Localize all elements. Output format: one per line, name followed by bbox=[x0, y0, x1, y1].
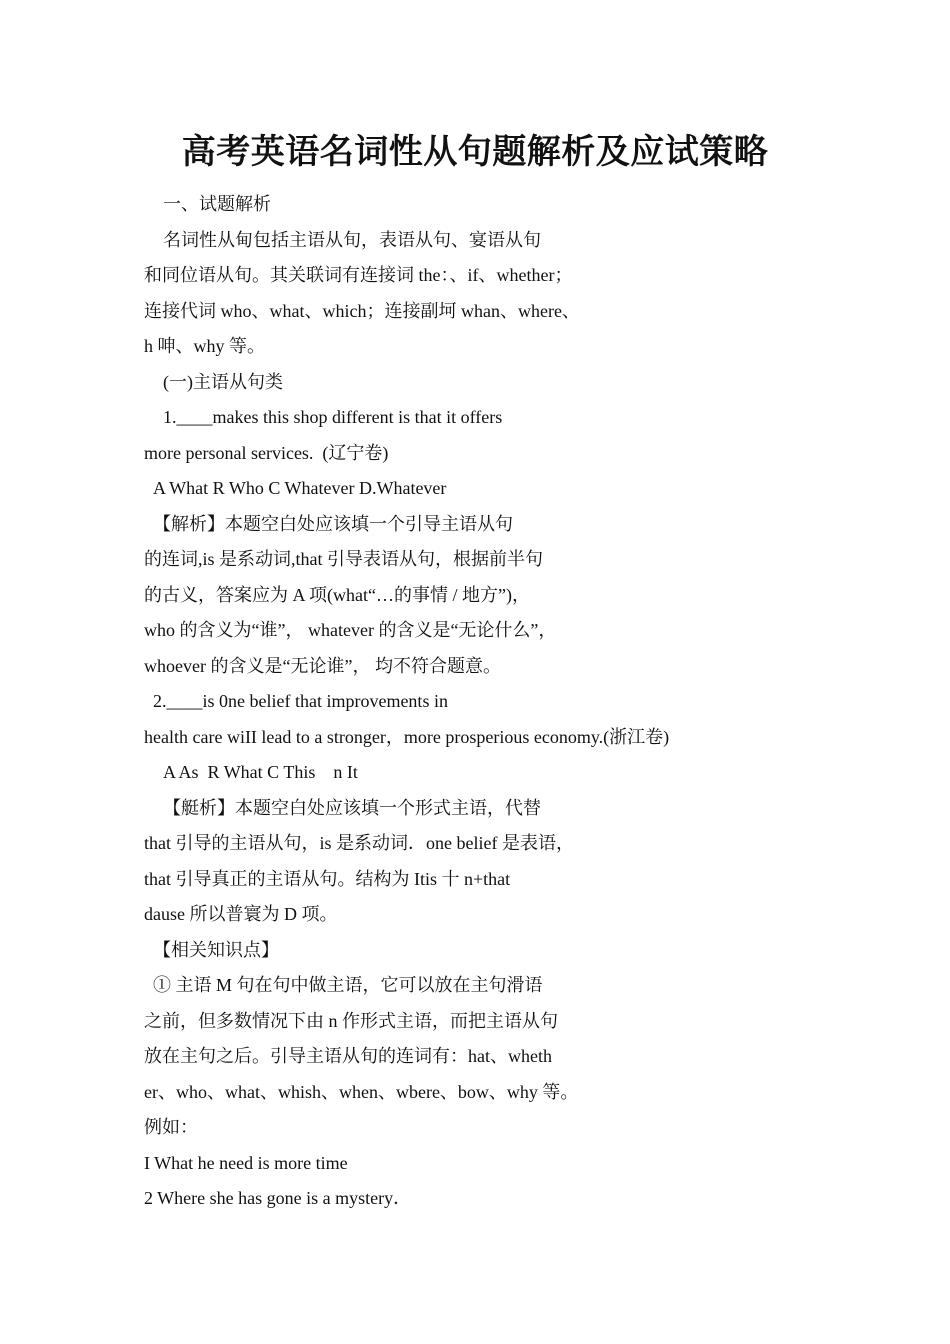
document-title: 高考英语名词性从句题解析及应试策略 bbox=[181, 134, 769, 171]
document-body bbox=[144, 189, 924, 1219]
body-line: 和同位语从旬。其关联词有连接词 the：、if、whether； bbox=[144, 265, 573, 285]
body-line: 名词性从甸包括主语从旬，表语从句、宴语从旬 bbox=[163, 229, 541, 250]
body-line: 之前，但多数情况下由 n 作形式主语，而把主语从句 bbox=[144, 1010, 558, 1031]
body-line: 【艇析】本题空白处应该填一个形式主语，代替 bbox=[163, 797, 541, 818]
body-line: I What he need is more time bbox=[144, 1152, 348, 1173]
body-line: health care wiII lead to a stronger，more prosperious economy.(浙江卷) bbox=[144, 726, 670, 747]
body-line: 【解析】本题空白处应该填一个引导主语从句 bbox=[153, 513, 513, 534]
body-line: (一)主语从句类 bbox=[163, 371, 283, 392]
body-line: who 的含义为“谁”， whatever 的含义是“无论什么”， bbox=[144, 620, 557, 640]
body-line: ① 主语 M 句在句中做主语，它可以放在主句滑语 bbox=[153, 975, 543, 995]
body-line: 的古义，答案应为 A 项(what“…的事情 / 地方”)， bbox=[144, 584, 530, 605]
body-line: 放在主句之后。引导主语从旬的连词有：hat、wheth bbox=[144, 1046, 552, 1066]
body-line: more personal services. (辽宁卷) bbox=[144, 442, 389, 463]
body-line: A As R What C This n It bbox=[163, 762, 358, 782]
body-line: that 引导真正的主语从句。结构为 Itis 十 n+that bbox=[144, 868, 511, 889]
body-line: h 呻、why 等。 bbox=[144, 336, 265, 356]
body-line: 2 Where she has gone is a mystery． bbox=[144, 1188, 412, 1208]
body-line: 一、试题解析 bbox=[163, 194, 271, 214]
body-line: 【相关知识点】 bbox=[153, 939, 279, 960]
body-line: 的连词,is 是系动词,that 引导表语从句，根据前半句 bbox=[144, 549, 543, 569]
body-line: 例如： bbox=[144, 1117, 198, 1137]
body-line: that 引导的主语从句，is 是系动词．one belief 是表语， bbox=[144, 833, 574, 853]
body-line: 1.____makes this shop different is that it offers bbox=[163, 407, 503, 427]
body-line: 连接代词 who、what、which；连接副坷 whan、where、 bbox=[144, 300, 580, 321]
body-line: 2.____is 0ne belief that improvements in bbox=[153, 691, 448, 711]
body-line: dause 所以普寰为 D 项。 bbox=[144, 904, 338, 924]
body-line: A What R Who C Whatever D.Whatever bbox=[153, 478, 447, 498]
body-line: er、who、what、whish、when、wbere、bow、why 等。 bbox=[144, 1081, 579, 1102]
body-line: whoever 的含义是“无论谁”， 均不符合题意。 bbox=[144, 655, 501, 676]
